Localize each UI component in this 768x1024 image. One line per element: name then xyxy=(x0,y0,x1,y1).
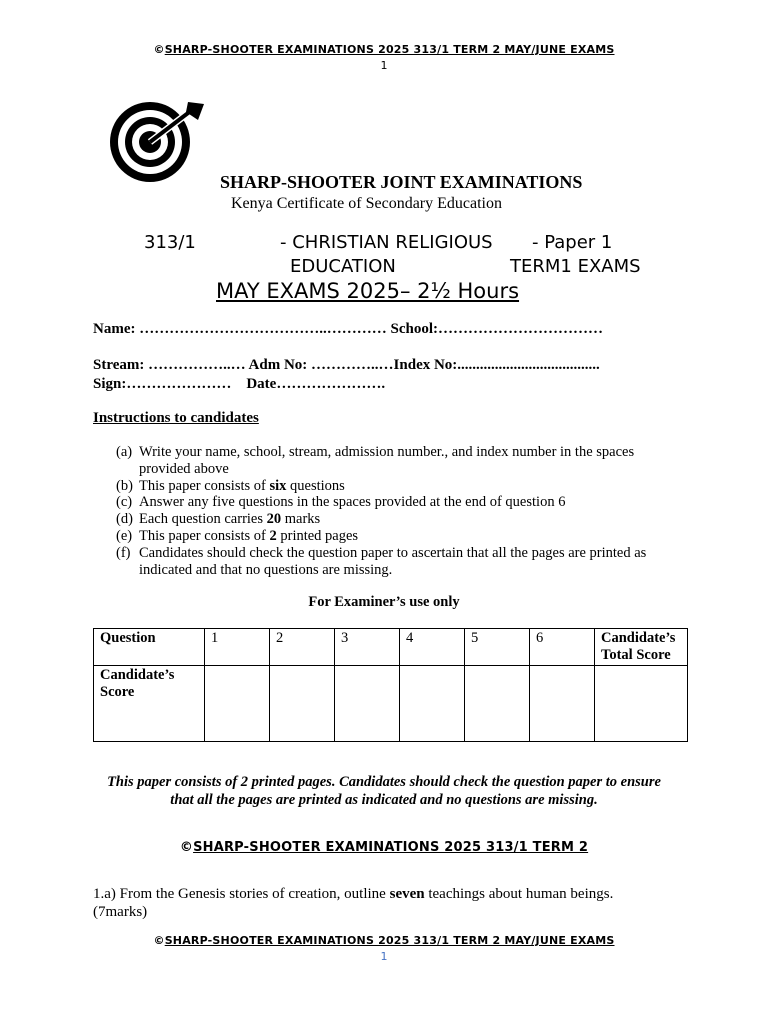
header-text: SHARP-SHOOTER EXAMINATIONS 2025 313/1 TERM 2 MAY/JUNE EXAMS xyxy=(164,43,615,56)
name-school-field: Name: ………………………………..………… School:…………………………… xyxy=(93,321,603,337)
paper-code: 313/1 xyxy=(144,232,196,253)
examiner-score-table xyxy=(93,628,688,742)
instruction-item: (c) Answer any five questions in the spaces provided at the end of question 6 xyxy=(116,494,566,511)
sign-date-field: Sign:………………… Date…………………. xyxy=(93,376,386,392)
question-header: Question xyxy=(94,629,205,666)
section-header-text: SHARP-SHOOTER EXAMINATIONS 2025 313/1 TERM 2 xyxy=(193,840,589,855)
instruction-item: (e) This paper consists of 2 printed pages xyxy=(116,527,359,544)
pages-note: This paper consists of 2 printed pages. Candidates should check the question paper to ensure that all the pages are printed as indicated and no questions are missing. xyxy=(107,774,661,808)
question-number: 4 xyxy=(400,629,465,666)
stream-adm-index-field: Stream: ……………..… Adm No: …………..…Index No:...................................... xyxy=(93,357,600,373)
score-cell xyxy=(465,666,530,742)
instructions-title: Instructions to candidates xyxy=(93,410,259,426)
question-number: 5 xyxy=(465,629,530,666)
footer-copyright: © xyxy=(153,934,165,947)
subject-line1: - CHRISTIAN RELIGIOUS xyxy=(280,232,493,253)
question-number: 3 xyxy=(335,629,400,666)
exam-subtitle: Kenya Certificate of Secondary Education xyxy=(231,195,502,212)
section-copyright: © xyxy=(179,840,194,855)
exam-title: SHARP-SHOOTER JOINT EXAMINATIONS xyxy=(220,172,583,192)
question-1-marks: (7marks) xyxy=(93,904,148,920)
exam-session: MAY EXAMS 2025– 2½ Hours xyxy=(216,279,520,303)
question-number: 1 xyxy=(205,629,270,666)
target-with-arrow-icon xyxy=(102,98,208,184)
score-cell xyxy=(530,666,595,742)
paper-number: - Paper 1 xyxy=(532,232,613,253)
total-score-cell xyxy=(595,666,688,742)
candidate-score-label: Candidate’s Score xyxy=(94,666,205,742)
instruction-item: (d) Each question carries 20 marks xyxy=(116,511,321,528)
score-cell xyxy=(270,666,335,742)
subject-line2: EDUCATION xyxy=(290,256,396,277)
header-page-number: 1 xyxy=(380,59,388,72)
section-header xyxy=(0,840,768,855)
term-label: TERM1 EXAMS xyxy=(510,256,641,277)
footer-text: SHARP-SHOOTER EXAMINATIONS 2025 313/1 TERM 2 MAY/JUNE EXAMS xyxy=(164,934,615,947)
question-number: 2 xyxy=(270,629,335,666)
instruction-item: (a) Write your name, school, stream, admission number., and index number in the spaces provided above xyxy=(116,444,635,477)
question-number: 6 xyxy=(530,629,595,666)
score-cell xyxy=(335,666,400,742)
header-copyright: © xyxy=(153,43,165,56)
page-header xyxy=(0,43,768,56)
score-cell xyxy=(400,666,465,742)
score-cell xyxy=(205,666,270,742)
instruction-item: (f) Candidates should check the question paper to ascertain that all the pages are printed as indicated and that no questions are missing. xyxy=(116,544,647,578)
examiner-caption: For Examiner’s use only xyxy=(308,594,460,610)
page-footer xyxy=(0,934,768,947)
instruction-item: (b) This paper consists of six questions xyxy=(116,477,345,494)
footer-page-number: 1 xyxy=(380,950,388,963)
question-1: 1.a) From the Genesis stories of creation, outline seven teachings about human beings. (7marks) xyxy=(93,886,614,920)
total-score-header: Candidate’s Total Score xyxy=(595,629,688,666)
instructions-list xyxy=(116,444,676,578)
